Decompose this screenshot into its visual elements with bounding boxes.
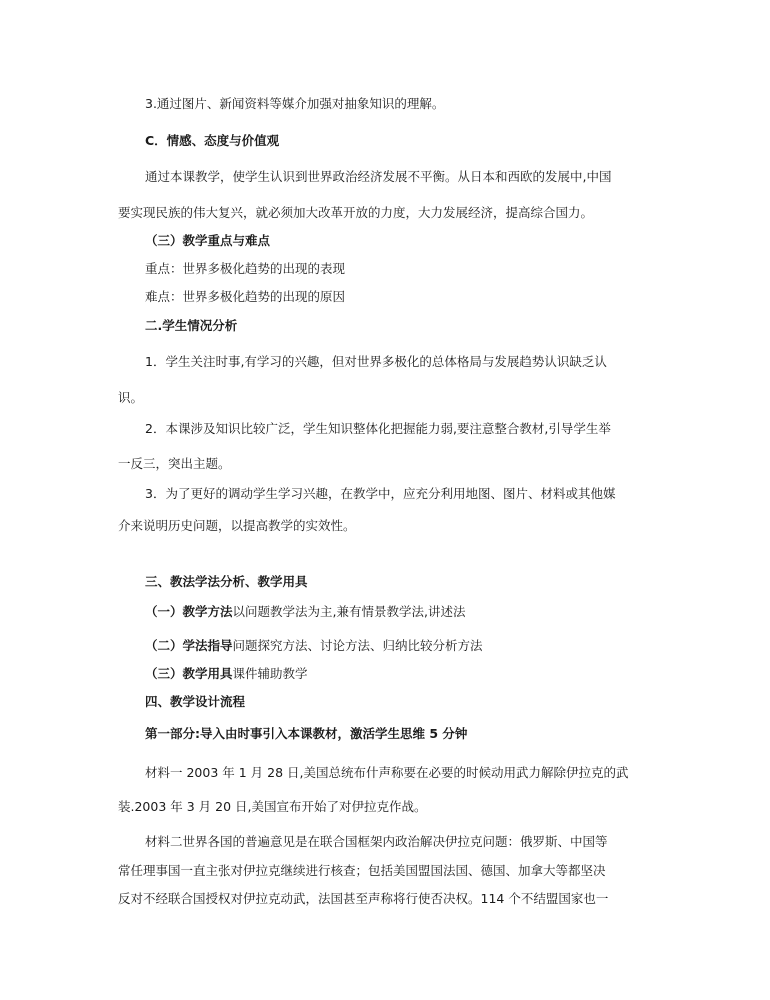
method-3-label: （三）教学用具 [145,666,233,681]
student-point-1-line-1: 1．学生关注时事,有学习的兴趣，但对世界多极化的总体格局与发展趋势认识缺乏认 [145,354,607,369]
student-point-2-line-1: 2．本课涉及知识比较广泛，学生知识整体化把握能力弱,要注意整合教材,引导学生举 [145,421,611,436]
method-2-label: （二）学法指导 [145,638,233,653]
section-c-para-line-2: 要实现民族的伟大复兴，就必须加大改革开放的力度，大力发展经济，提高综合国力。 [118,205,594,220]
section-c-para-line-1: 通过本课教学，使学生认识到世界政治经济发展不平衡。从日本和西欧的发展中,中国 [145,169,612,184]
method-2-text: 问题探究方法、讨论方法、归纳比较分析方法 [232,638,483,653]
part-1-heading: 第一部分:导入由时事引入本课教材，激活学生思维 5 分钟 [145,726,468,741]
section-c-heading: C．情感、态度与价值观 [145,133,280,148]
material-2-line-3: 反对不经联合国授权对伊拉克动武，法国甚至声称将行使否决权。114 个不结盟国家也一 [118,891,609,906]
material-1-line-1: 材料一 2003 年 1 月 28 日,美国总统布什声称要在必要的时候动用武力解除伊拉克的武 [145,765,629,780]
methods-heading: 三、教法学法分析、教学用具 [145,574,308,589]
key-points-heading: （三）教学重点与难点 [145,233,271,248]
method-1-label: （一）教学方法 [145,604,233,619]
key-point-line: 重点：世界多极化趋势的出现的表现 [145,261,346,276]
design-flow-heading: 四、教学设计流程 [145,694,246,709]
method-2-line [145,638,655,654]
method-3-text: 课件辅助教学 [232,666,308,681]
difficulty-line: 难点：世界多极化趋势的出现的原因 [145,289,346,304]
material-2-line-2: 常任理事国一直主张对伊拉克继续进行核查；包括美国盟国法国、德国、加拿大等都坚决 [118,863,606,878]
material-1-line-2: 装.2003 年 3 月 20 日,美国宣布开始了对伊拉克作战。 [118,799,427,814]
student-point-2-line-2: 一反三，突出主题。 [118,456,231,471]
material-2-line-1: 材料二世界各国的普遍意见是在联合国框架内政治解决伊拉克问题：俄罗斯、中国等 [145,834,608,849]
method-1-text: 以问题教学法为主,兼有情景教学法,讲述法 [232,604,466,619]
student-point-3-line-1: 3．为了更好的调动学生学习兴趣，在教学中，应充分利用地图、图片、材料或其他媒 [145,486,616,501]
student-point-3-line-2: 介来说明历史问题，以提高教学的实效性。 [118,518,356,533]
student-point-1-line-2: 识。 [118,390,144,405]
method-3-line [145,666,655,682]
student-analysis-heading: 二.学生情况分析 [145,318,238,333]
objective-3-line: 3.通过图片、新闻资料等媒介加强对抽象知识的理解。 [145,96,445,111]
method-1-line [145,604,655,620]
